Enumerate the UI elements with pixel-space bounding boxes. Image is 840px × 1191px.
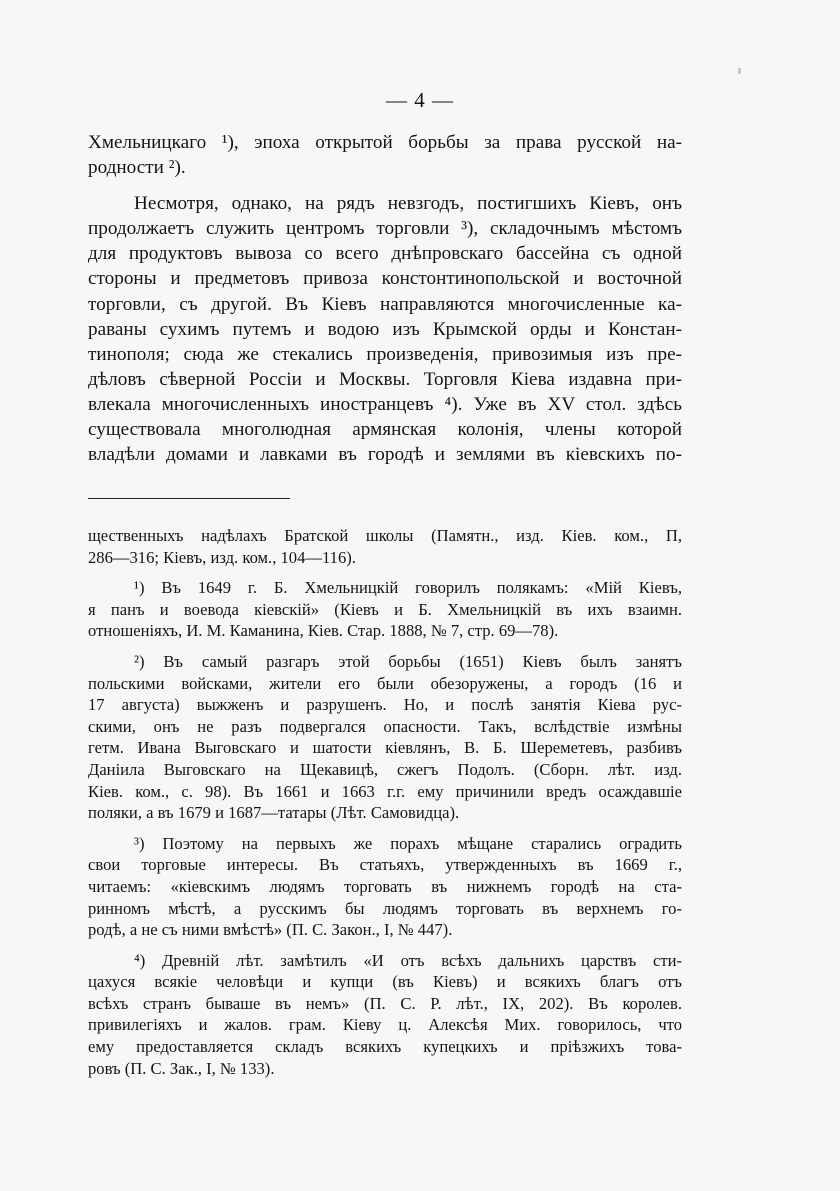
main-line: дѣловъ сѣверной Россіи и Москвы. Торговля Кіева издавна при-: [88, 368, 682, 390]
footnote-3-line: читаемъ: «кіевскимъ людямъ торговать въ нижнемъ городѣ на ста-: [88, 876, 682, 896]
main-line: Несмотря, однако, на рядъ невзгодъ, постигшихъ Кіевъ, онъ: [134, 193, 682, 215]
footnote-4-line: привилегіяхъ и жалов. грам. Кіеву ц. Алексѣя Мих. говорилось, что: [88, 1015, 682, 1035]
footnote-3-line: ³) Поэтому на первыхъ же порахъ мѣщане старались оградить: [134, 833, 682, 853]
footnote-2-line: Даніила Выговскаго на Щекавицѣ, сжегъ Подолъ. (Сборн. лѣт. изд.: [88, 759, 682, 779]
footnote-gap: [88, 824, 682, 833]
footnote-2-line: скими, онъ не разъ подвергался опасности. Такъ, вслѣдствіе измѣны: [88, 716, 682, 736]
footnote-2-line: 17 августа) выжженъ и разрушенъ. Но, и послѣ занятія Кіева рус-: [88, 695, 682, 715]
main-line: влекала многочисленныхъ иностранцевъ ⁴). Уже въ XV стол. здѣсь: [88, 393, 682, 415]
page-number: — 4 —: [386, 88, 454, 112]
scan-speck: [738, 68, 741, 74]
footnote-4-line: ровъ (П. С. Зак., I, № 133).: [88, 1058, 275, 1078]
main-line: тинополя; сюда же стекались произведенія, привозимыя изъ пре-: [88, 343, 682, 365]
footnote-1-line: я панъ и воевода кіевскій» (Кіевъ и Б. Хмельницкій въ ихъ взаимн.: [88, 599, 682, 619]
footnote-rule: [88, 498, 290, 499]
footnote-1-line: ¹) Въ 1649 г. Б. Хмельницкій говорилъ полякамъ: «Мій Кіевъ,: [134, 578, 682, 598]
footnote-3-line: свои торговые интересы. Въ статьяхъ, утвержденныхъ въ 1669 г.,: [88, 855, 682, 875]
main-text: [88, 130, 682, 467]
footnote-4-line: ⁴) Древній лѣт. замѣтилъ «И отъ всѣхъ дальнихъ царствъ сти-: [134, 950, 682, 970]
footnote-continuation-line: 286—316; Кіевъ, изд. ком., 104—116).: [88, 547, 356, 567]
footnote-1-line: отношеніяхъ, И. М. Каманина, Кіев. Стар. 1888, № 7, стр. 69—78).: [88, 621, 559, 641]
main-line: Хмельницкаго ¹), эпоха открытой борьбы за права русской на-: [88, 132, 682, 153]
footnotes: [88, 525, 682, 1079]
footnote-gap: [88, 941, 682, 950]
footnote-2-line: поляки, а въ 1679 и 1687—татары (Лѣт. Самовидца).: [88, 803, 460, 823]
footnote-4-line: ему предоставляется складъ всякихъ купецкихъ и пріѣзжихъ това-: [88, 1037, 682, 1057]
footnote-gap: [88, 642, 682, 651]
footnote-2-line: Кіев. ком., с. 98). Въ 1661 и 1663 г.г. ему причинили вредъ осаждавшіе: [88, 781, 682, 801]
footnote-4-line: цахуся всякіе человѣци и купци (въ Кіевъ) и всякихъ благъ отъ: [88, 972, 682, 992]
footnote-4-line: всѣхъ странъ бываше въ немъ» (П. С. Р. лѣт., IX, 202). Въ королев.: [88, 993, 682, 1013]
footnote-continuation-line: щественныхъ надѣлахъ Братской школы (Памятн., изд. Кіев. ком., П,: [88, 526, 682, 545]
footnote-2-line: ²) Въ самый разгаръ этой борьбы (1651) Кіевъ былъ занятъ: [134, 651, 682, 671]
main-line: раваны сухимъ путемъ и водою изъ Крымской орды и Констан-: [88, 318, 682, 340]
footnote-2-line: гетм. Ивана Выговскаго и шатости кіевлянъ, В. Б. Шереметевъ, разбивъ: [88, 738, 682, 758]
footnote-gap: [88, 568, 682, 577]
main-line: существовала многолюдная армянская колонія, члены которой: [88, 419, 682, 441]
main-line: родности ²).: [88, 157, 186, 179]
main-line: стороны и предметовъ привоза констонтинопольской и восточной: [88, 268, 682, 290]
main-line: владѣли домами и лавками въ городѣ и землями въ кіевскихъ по-: [88, 444, 682, 466]
footnote-2-line: польскими войсками, жители его были обезоружены, а городъ (16 и: [88, 673, 682, 693]
footnote-3-line: ринномъ мѣстѣ, а русскимъ бы людямъ торговать въ верхнемъ го-: [88, 898, 682, 918]
main-line: торговли, съ другой. Въ Кіевъ направляются многочисленные ка-: [88, 293, 682, 315]
footnote-3-line: родѣ, а не съ ними вмѣстѣ» (П. С. Закон., I, № 447).: [88, 920, 453, 940]
main-line: для продуктовъ вывоза со всего днѣпровскаго бассейна съ одной: [88, 243, 682, 265]
main-line: продолжаетъ служить центромъ торговли ³), складочнымъ мѣстомъ: [88, 218, 682, 240]
paragraph-gap: [88, 180, 682, 191]
